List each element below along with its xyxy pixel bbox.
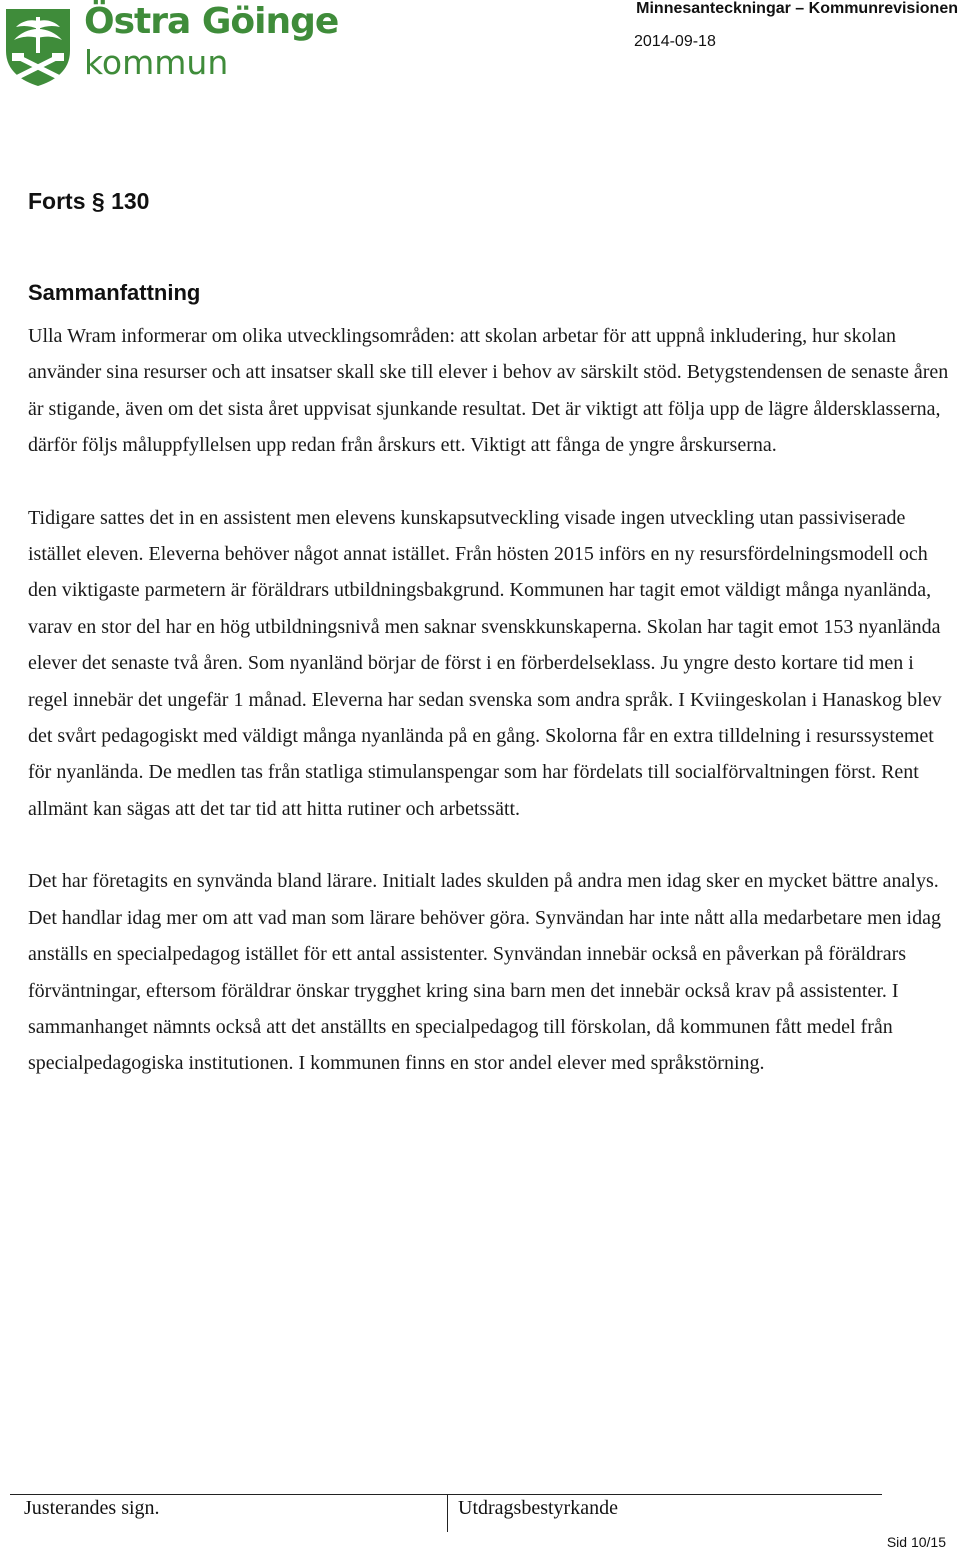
section-heading: Forts § 130 <box>28 188 150 214</box>
paragraph-3: Det har företagits en synvända bland lärare. Initialt lades skulden på andra men idag sker en mycket bättre analys. Det handlar idag mer om att vad man som lärare behöver göra. Synvändan har inte nått alla medarbetare men idag anställs en specialpedagog istället för ett antal assistenter. Synvändan innebär också en påverkan på föräldrars förväntningar, eftersom föräldrar önskar trygghet kring sina barn men det innebär också krav på assistenter. I sammanhanget nämnts också att det anställts en specialpedagog till förskolan, då kommunen fått medel från specialpedagogiska institutionen. I kommunen finns en stor andel elever med språkstörning. <box>28 870 941 1075</box>
document-body <box>28 318 952 1118</box>
summary-heading: Sammanfattning <box>28 280 201 305</box>
justerandes-sign-label: Justerandes sign. <box>24 1497 160 1519</box>
utdragsbestyrkande-label: Utdragsbestyrkande <box>458 1497 618 1519</box>
tree-crest-icon <box>2 7 74 87</box>
page-header <box>0 0 960 100</box>
logo-line1: Östra Göinge <box>84 1 339 42</box>
footer-divider <box>447 1494 448 1532</box>
logo-line2: kommun <box>84 43 229 82</box>
footer-rule <box>10 1494 882 1495</box>
paragraph-2: Tidigare sattes det in en assistent men elevens kunskapsutveckling visade ingen utveckling utan passiviserade istället eleven. Eleverna behöver något annat istället. Från hösten 2015 införs en ny resursfördelningsmodell och den viktigaste parmetern är föräldrars utbildningsbakgrund. Kommunen har tagit emot väldigt många nyanlända, varav en stor del har en hög utbildningsnivå men saknar svenskkunskaperna. Skolan har tagit emot 153 nyanlända elever det senaste två åren. Som nyanländ börjar de först i en förberdelseklass. Ju yngre desto kortare tid men i regel innebär det ungefär 1 månad. Eleverna har sedan svenska som andra språk. I Kviingeskolan i Hanaskog blev det svårt pedagogiskt med väldigt många nyanlända på en gång. Skolorna får en extra tilldelning i resurssystemet för nyanlända. De medlen tas från statliga stimulanspengar som har fördelats till socialförvaltningen först. Rent allmänt kan sägas att det tar tid att hitta rutiner och arbetssätt. <box>28 506 942 820</box>
page-number: Sid 10/15 <box>886 1534 946 1550</box>
paragraph-1: Ulla Wram informerar om olika utvecklingsområden: att skolan arbetar för att uppnå inkludering, hur skolan använder sina resurser och att insatser skall ske till elever i behov av särskilt stöd. Betygstendensen de senaste åren är stigande, även om det sista året uppvisat sjunkande resultat. Det är viktigt att följa upp de lägre åldersklasserna, därför följs måluppfyllelsen upp redan från årskurs ett. Viktigt att fånga de yngre årskurserna. <box>28 325 949 457</box>
municipality-logo <box>2 1 339 87</box>
document-title: Minnesanteckningar – Kommunrevisionen <box>636 0 958 17</box>
document-date: 2014-09-18 <box>634 33 716 50</box>
